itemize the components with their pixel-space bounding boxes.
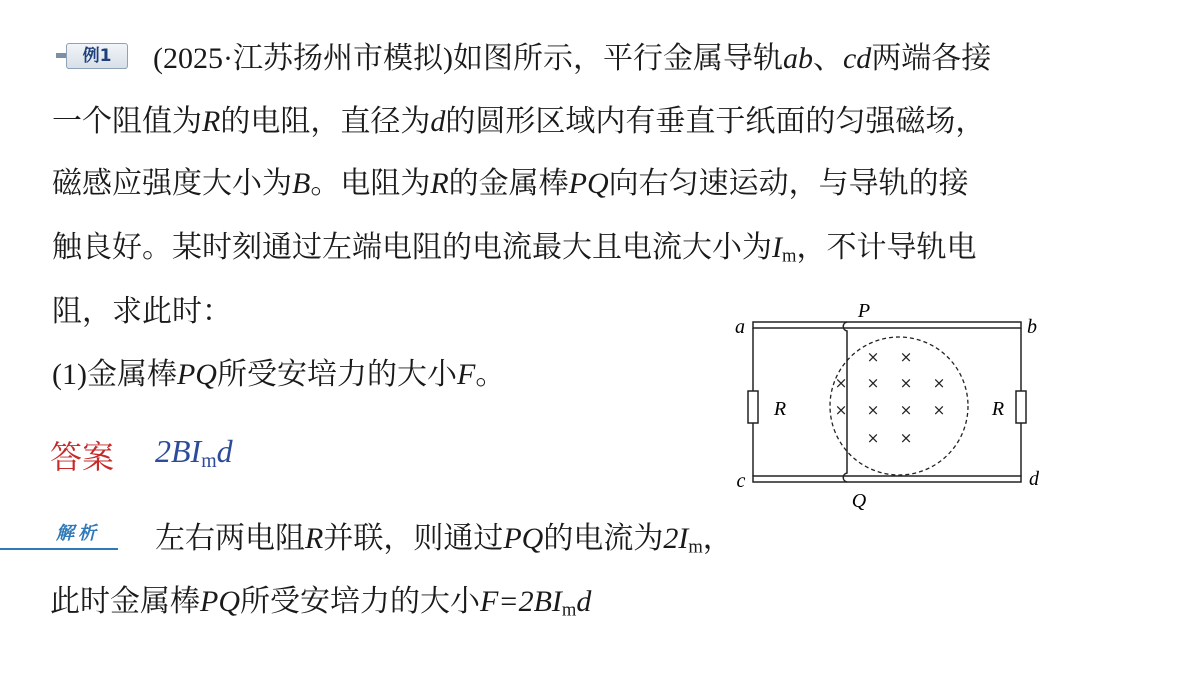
label-q: Q (851, 490, 867, 512)
field-crosses (835, 348, 946, 447)
field-cross-mark: × (899, 401, 913, 419)
label-r-right: R (991, 398, 1005, 420)
problem-line-1: (2025·江苏扬州市模拟)如图所示，平行金属导轨ab、cd两端各接 (153, 41, 992, 76)
problem-line-2: 一个阻值为R的电阻，直径为d的圆形区域内有垂直于纸面的匀强磁场， (52, 104, 986, 139)
field-cross-mark: × (834, 374, 848, 392)
field-cross-mark: × (866, 348, 880, 366)
label-p: P (857, 300, 871, 322)
rail-top (753, 322, 1021, 328)
answer-label: 答案 (50, 438, 115, 476)
example-tag-label: 例1 (66, 43, 128, 69)
label-d: d (1029, 468, 1039, 490)
field-cross-mark: × (899, 374, 913, 392)
label-r-left: R (773, 398, 787, 420)
label-c: c (736, 470, 746, 492)
field-cross-mark: × (834, 401, 848, 419)
example-tag (56, 43, 130, 69)
analysis-label: 解析 (56, 523, 100, 544)
label-b: b (1027, 316, 1037, 338)
label-a: a (735, 316, 745, 338)
analysis-line-1: 左右两电阻R并联，则通过PQ的电流为$2I_m$， (155, 521, 733, 558)
problem-line-5: 阻，求此时： (52, 294, 232, 329)
circuit-figure (720, 295, 1060, 520)
field-cross-mark: × (932, 401, 946, 419)
problem-line-4: 触良好。某时刻通过左端电阻的电流最大且电流大小为$I_m$，不计导轨电 (52, 230, 977, 267)
field-cross-mark: × (899, 429, 913, 447)
field-cross-mark: × (899, 348, 913, 366)
field-cross-mark: × (866, 401, 880, 419)
field-cross-mark: × (866, 374, 880, 392)
analysis-line-2: 此时金属棒PQ所受安培力的大小$F=2BI_md$ (50, 584, 592, 621)
problem-line-3: 磁感应强度大小为B。电阻为R的金属棒PQ向右匀速运动，与导轨的接 (52, 166, 969, 201)
answer-value: $2BI_md$ (155, 433, 233, 472)
field-cross-mark: × (932, 374, 946, 392)
circuit-diagram (720, 295, 1060, 520)
resistor-right (1016, 391, 1026, 423)
resistor-left (748, 391, 758, 423)
rail-bottom (753, 476, 1021, 482)
analysis-underline (0, 548, 118, 550)
field-cross-mark: × (866, 429, 880, 447)
question-1: (1)金属棒PQ所受安培力的大小F。 (52, 357, 506, 392)
